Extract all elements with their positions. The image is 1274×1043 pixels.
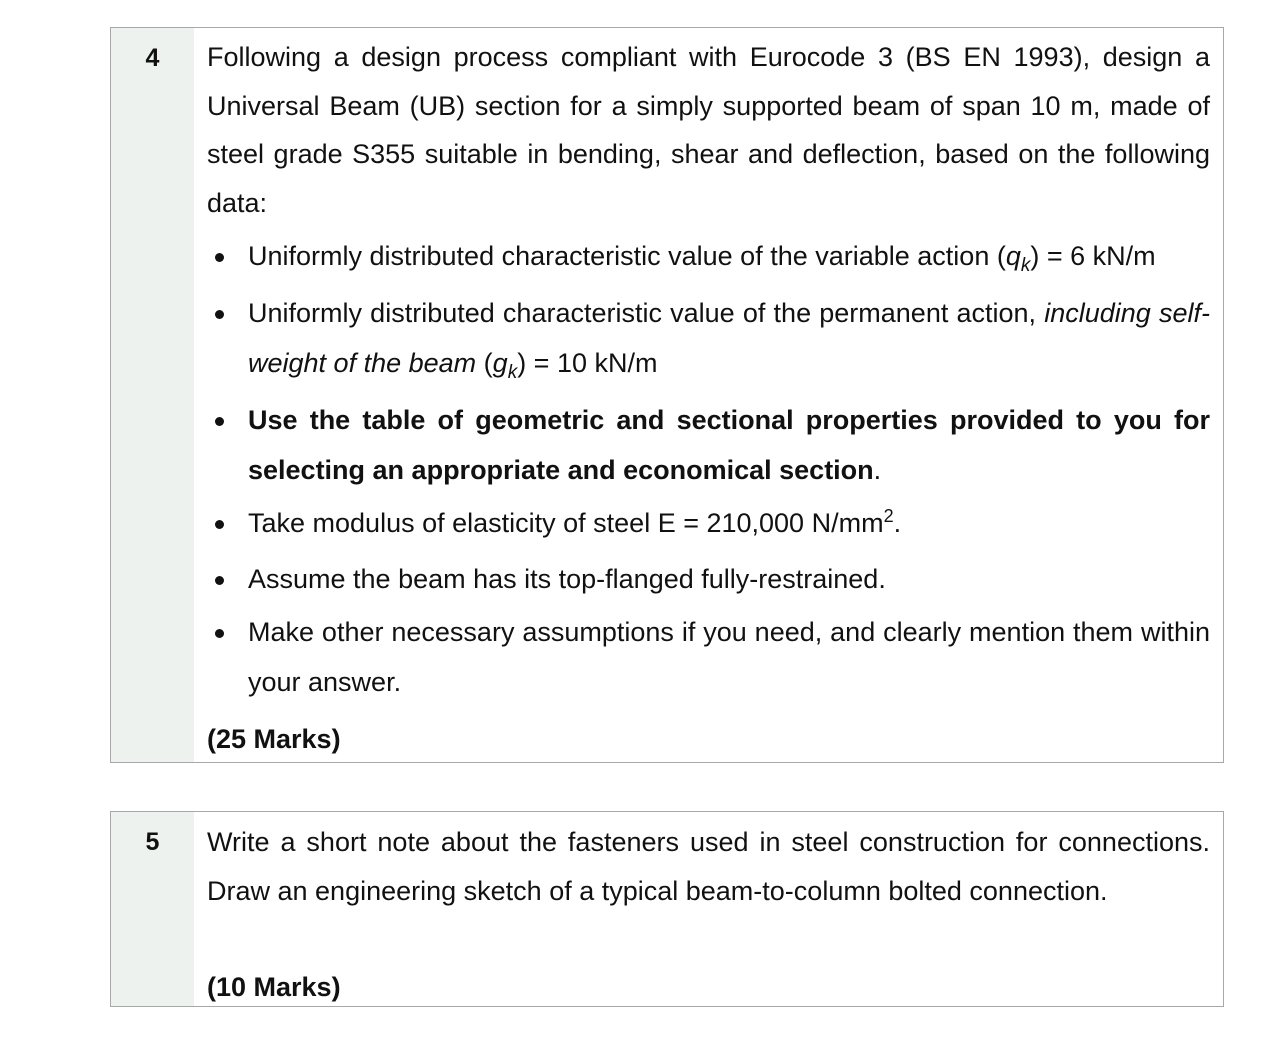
data-list (207, 231, 1210, 707)
bullet-icon (215, 310, 224, 319)
question-intro: Following a design process compliant with Eurocode 3 (BS EN 1993), design a Universal Beam (UB) section for a simply supported beam of span 10 m, made of steel grade S355 suitable in bending, shear and deflection, based on the following data: (207, 42, 1210, 218)
list-item-variable-action: Uniformly distributed characteristic value of the variable action $(q_k) = 6$ kN/m (207, 231, 1210, 285)
list-item-assumptions: Make other necessary assumptions if you need, and clearly mention them within your answer. (207, 607, 1210, 707)
question-5-box (110, 811, 1224, 1007)
bullet-icon (215, 520, 224, 529)
bullet-icon (215, 417, 224, 426)
list-item-use-table: Use the table of geometric and sectional properties provided to you for selecting an appropriate and economical section. (207, 395, 1210, 495)
question-marks: (10 Marks) (207, 972, 341, 1002)
question-body (207, 28, 1210, 707)
list-item-permanent-action: Uniformly distributed characteristic value of the permanent action, including self-weight of the beam $(g_k) = 10$ kN/m (207, 288, 1210, 392)
question-body (207, 812, 1210, 915)
question-number-column (111, 28, 194, 762)
question-number: 5 (145, 828, 160, 856)
question-4-box (110, 27, 1224, 763)
question-marks: (25 Marks) (207, 724, 341, 754)
question-intro: Write a short note about the fasteners used in steel construction for connections. Draw an engineering sketch of a typical beam-to-column bolted connection. (207, 827, 1210, 906)
bullet-icon (215, 576, 224, 585)
list-item-modulus: Take modulus of elasticity of steel E = 210,000 $N/mm^2$. (207, 498, 1210, 551)
bullet-icon (215, 629, 224, 638)
question-number: 4 (145, 44, 160, 72)
bullet-icon (215, 253, 224, 262)
list-item-restraint: Assume the beam has its top-flanged fully-restrained. (207, 554, 1210, 604)
